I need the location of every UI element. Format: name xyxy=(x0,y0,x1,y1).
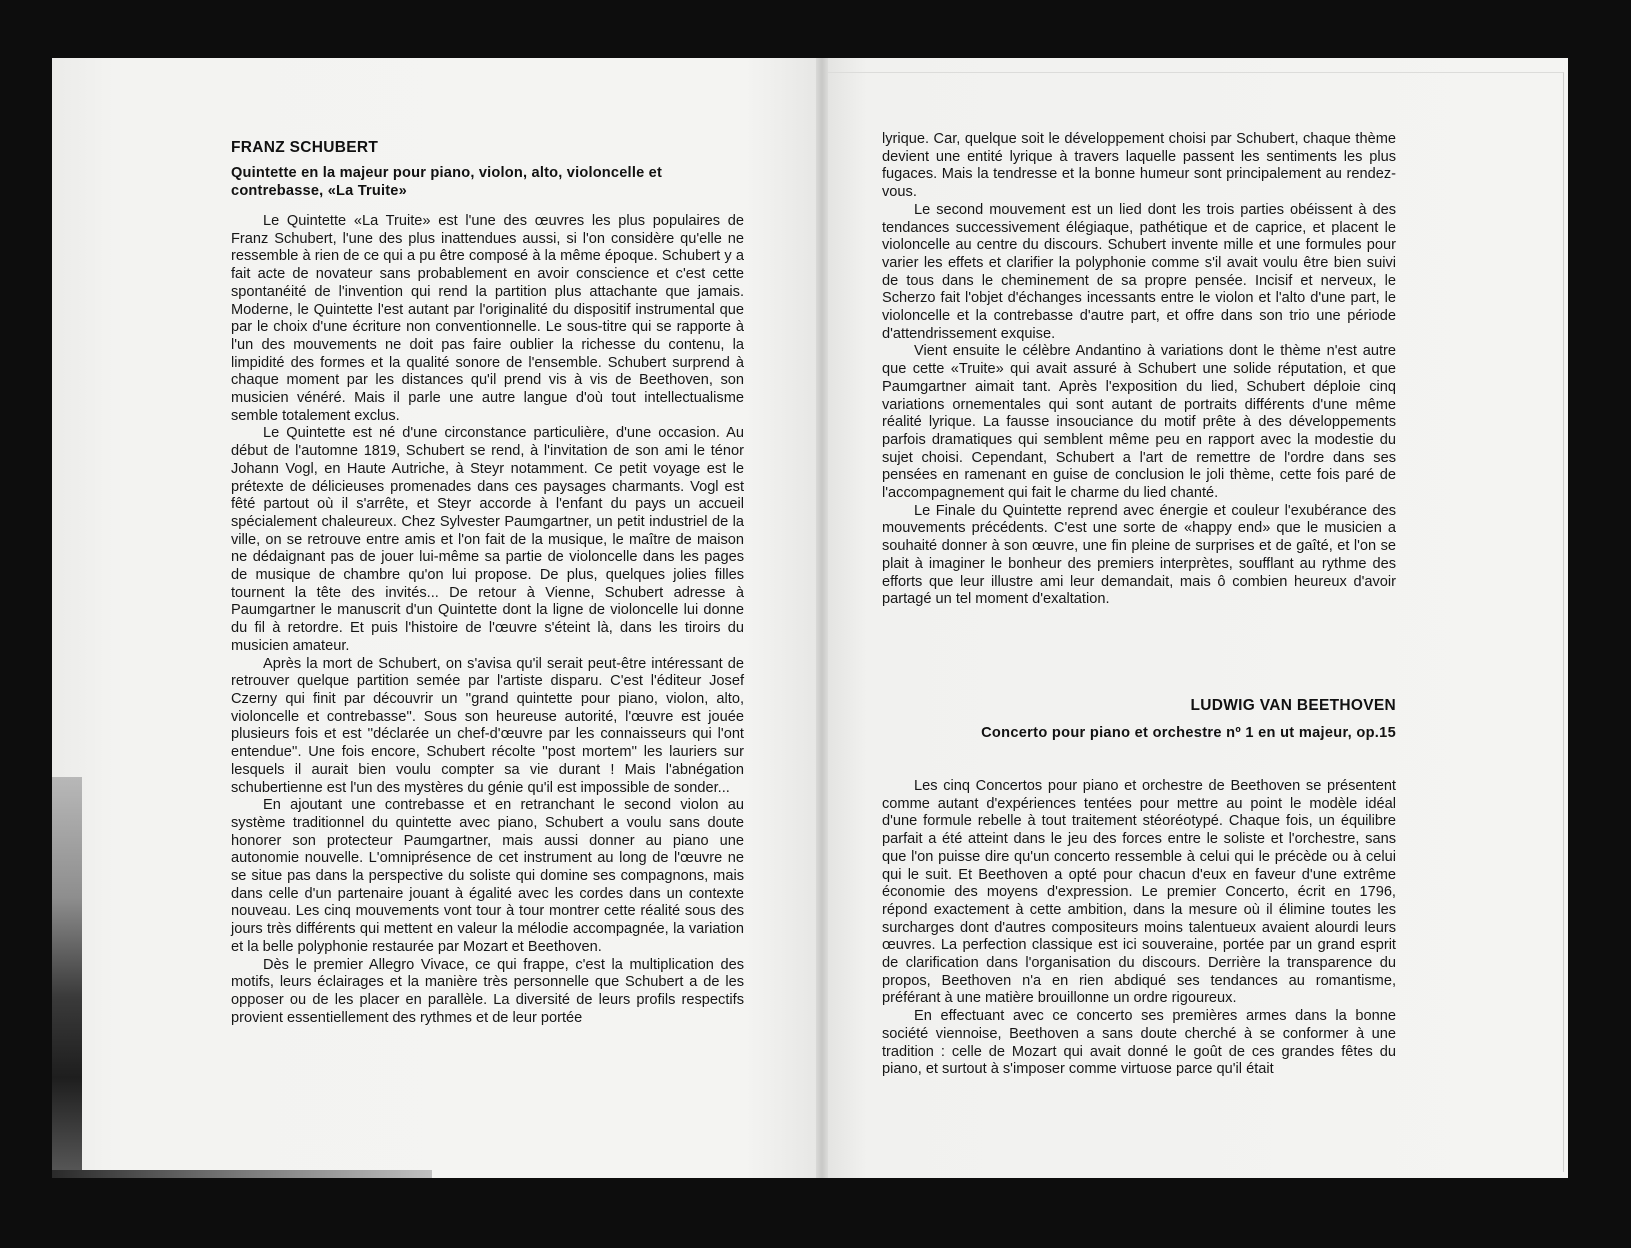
left-column-text xyxy=(231,213,744,1027)
work-title-beethoven: Concerto pour piano et orchestre nº 1 en ut majeur, op.15 xyxy=(981,725,1396,741)
paragraph: Les cinq Concertos pour piano et orchestre de Beethoven se présentent comme autant d'expériences tentées pour mettre au point le modèle idéal d'une formule rebelle à tout traitement stéoréotypé. Chaque fois, un équilibre parfait a été atteint dans le jeu des forces entre le soliste et l'orchestre, sans que l'on puisse dire qu'un concerto ressemble à celui qui le précède ou à celui qui le suit. Et Beethoven a opté pour chacun d'eux en faveur d'une extrême économie des moyens d'expression. Le premier Concerto, écrit en 1796, répond exactement à cette ambition, dans la mesure où il élimine toutes les surcharges dont d'autres compositeurs moins talentueux avaient alourdi leurs œuvres. La perfection classique est ici souveraine, portée par un grand esprit de clarification dans l'organisation du discours. Derrière la transparence du propos, Beethoven n'a en rien abdiqué ses tendances au romantisme, préférant à une matière brouillonne un ordre rigoureux. xyxy=(882,778,1396,1007)
paragraph: Dès le premier Allegro Vivace, ce qui frappe, c'est la multiplication des motifs, leurs éclairages et la manière très personnelle que Schubert a de les opposer ou de les placer en parallèle. La diversité de leurs profils respectifs provient essentiellement des rythmes et de leur portée xyxy=(231,956,744,1026)
work-title-schubert: Quintette en la majeur pour piano, violon, alto, violoncelle et contrebasse, «La Truite» xyxy=(231,165,663,199)
composer-heading-schubert: FRANZ SCHUBERT xyxy=(231,139,379,156)
right-column-text-lower xyxy=(882,778,1396,1079)
paragraph: Le Finale du Quintette reprend avec énergie et couleur l'exubérance des mouvements précédents. C'est une sorte de «happy end» que le musicien a souhaité donner à son œuvre, une fin pleine de surprises et de gaîté, et l'on se plait à imaginer le bonheur des premiers interprètes, soufflant au rythme des efforts que leur illustre ami leur demandait, mais ô combien heureux d'avoir partagé un tel moment d'exaltation. xyxy=(882,502,1396,608)
right-column-text-upper xyxy=(882,131,1396,609)
paragraph: Vient ensuite le célèbre Andantino à variations dont le thème n'est autre que cette «Truite» qui avait assuré à Schubert une solide réputation, et que Paumgartner aimait tant. Après l'exposition du lied, Schubert déploie cinq variations ornementales qui sont autant de portraits différents d'une même réalité lyrique. La fausse insouciance du motif prête à des développements parfois dramatiques qui semblent même peu en rapport avec la modestie du sujet choisi. Cependant, Schubert a l'art de remettre de l'ordre dans ses pensées en ramenant en guise de conclusion le joli thème, cette fois paré de l'accompagnement qui fait le charme du lied chanté. xyxy=(882,343,1396,502)
paragraph: En ajoutant une contrebasse et en retranchant le second violon au système traditionnel du quintette avec piano, Schubert a voulu sans doute honorer son protecteur Paumgartner, mais aussi donner au piano une autonomie nouvelle. L'omniprésence de cet instrument au long de l'œuvre ne se situe pas dans la perspective du soliste qui domine ses compagnons, mais dans celle d'un partenaire jouant à égalité avec les cordes dans un contexte nouveau. Les cinq mouvements vont tour à tour montrer cette réalité sous des jours très différents qui mettent en valeur la mélodie accompagnée, la variation et la belle polyphonie restaurée par Mozart et Beethoven. xyxy=(231,797,744,955)
paragraph: En effectuant avec ce concerto ses premières armes dans la bonne société viennoise, Beethoven a sans doute cherché à se conformer à une tradition : celle de Mozart qui avait donné le goût de ces grandes fêtes du piano, et surtout à s'imposer comme virtuose parce qu'il était xyxy=(882,1008,1396,1078)
paragraph: Après la mort de Schubert, on s'avisa qu'il serait peut-être intéressant de retrouver quelque partition semée par l'artiste disparu. C'est l'éditeur Josef Czerny qui finit par découvrir un ''grand quintette pour piano, violon, alto, violoncelle et contrebasse''. Sous son heureuse autorité, l'œuvre est jouée plusieurs fois et est ''déclarée un chef-d'œuvre par les connaisseurs qui l'ont entendue''. Une fois encore, Schubert récolte ''post mortem'' les lauriers sur lesquels il aurait bien voulu compter sa vie durant ! Mais l'abnégation schubertienne est l'un des mystères du génie qu'il est impossible de sonder... xyxy=(231,655,744,796)
composer-heading-beethoven: LUDWIG VAN BEETHOVEN xyxy=(1190,697,1396,714)
paragraph: Le Quintette «La Truite» est l'une des œuvres les plus populaires de Franz Schubert, l'une des plus inattendues aussi, si l'on considère qu'elle ne ressemble à rien de ce qui a pu être composé à la même époque. Schubert y a fait acte de novateur sans probablement en avoir conscience et c'est cette spontanéité de l'invention qui rend la partition plus attachante que jamais. Moderne, le Quintette l'est autant par l'originalité du dispositif instrumental que par le choix d'une écriture non conventionnelle. Le sous-titre qui se rapporte à l'un des mouvements ne doit pas faire oublier la richesse du contenu, la limpidité des formes et la qualité sonore de l'ensemble. Schubert surprend à chaque moment par les distances qu'il prend vis à vis de Beethoven, son musicien vénéré. Mais il parle une autre langue d'où tout intellectualisme semble totalement exclus. xyxy=(231,213,744,424)
paragraph: lyrique. Car, quelque soit le développement choisi par Schubert, chaque thème devient une entité lyrique à travers laquelle passent les sentiments les plus fugaces. Mais la tendresse et la bonne humeur sont principalement au rendez-vous. xyxy=(882,131,1396,201)
paragraph: Le second mouvement est un lied dont les trois parties obéissent à des tendances successivement élégiaque, pathétique et de caprice, et placent le violoncelle au centre du discours. Schubert invente mille et une formules pour varier les effets et clarifier la polyphonie comme s'il avait voulu être bien suivi de tous dans le cheminement de sa propre pensée. Incisif et nerveux, le Scherzo fait l'objet d'échanges incessants entre le violon et l'alto d'une part, le violoncelle et la contrebasse d'autre part, et offre dans son trio une période d'attendrissement exquise. xyxy=(882,201,1396,342)
photo-bottom-edge xyxy=(52,1170,432,1178)
page-gutter xyxy=(816,58,828,1178)
photo-strip xyxy=(52,777,82,1178)
paragraph: Le Quintette est né d'une circonstance particulière, d'une occasion. Au début de l'automne 1819, Schubert se rend, à l'invitation de son ami le ténor Johann Vogl, en Haute Autriche, à Steyr notamment. Ce petit voyage est le prétexte de délicieuses promenades dans ces paysages charmants. Vogl est fêté partout où il s'arrête, et Steyr accorde à l'enfant du pays un accueil spécialement chaleureux. Chez Sylvester Paumgartner, un petit industriel de la ville, on se retrouve entre amis et l'on fait de la musique, le maître de maison ne dédaignant pas de jouer lui-même sa partie de violoncelle dans les pages de musique de chambre qu'on lui propose. De plus, quelques jolies filles tournent la tête des invités... De retour à Vienne, Schubert adresse à Paumgartner le manuscrit d'un Quintette dont la ligne de violoncelle lui donne du fil à retordre. Et puis l'histoire de l'œuvre s'éteint là, dans les tiroirs du musicien amateur. xyxy=(231,425,744,654)
